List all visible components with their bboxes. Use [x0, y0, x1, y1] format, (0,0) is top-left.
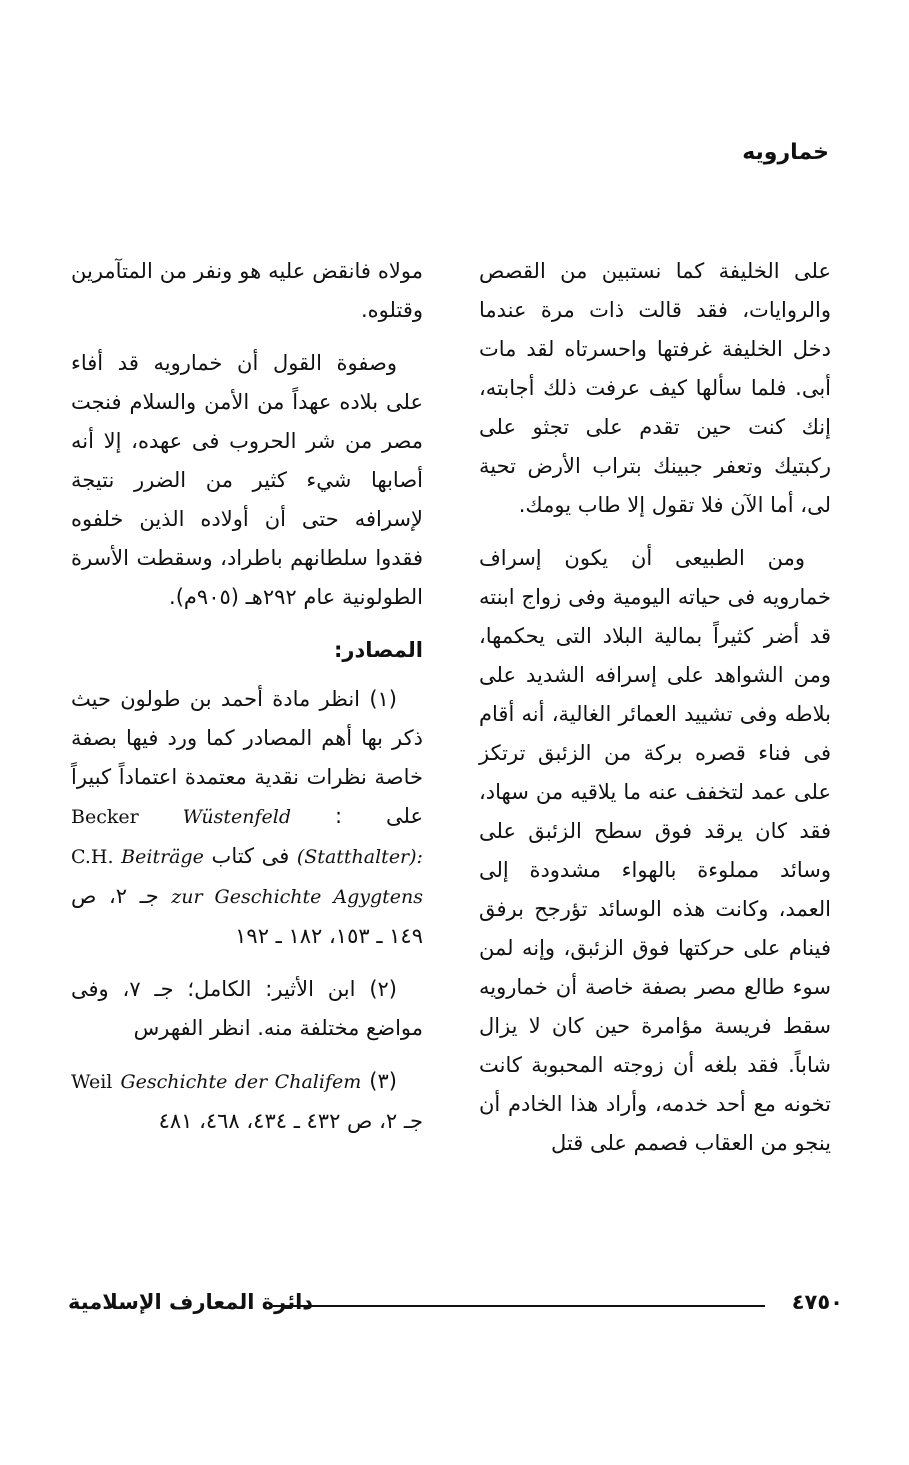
source-text: جـ ٢، ص ٤٣٢ ـ ٤٣٤، ٤٦٨، ٤٨١ — [158, 1109, 423, 1133]
source-entry: (٢) ابن الأثير: الكامل؛ جـ ٧، وفى مواضع مختلفة منه. انظر الفهرس — [71, 977, 423, 1040]
source-author: Becker — [71, 806, 139, 828]
source-entry — [71, 680, 423, 956]
source-author: Weil — [71, 1071, 113, 1093]
source-number: (٣) — [369, 1069, 397, 1093]
source-work: Beiträge zur Geschichte Agygtens — [121, 846, 423, 908]
paragraph: على الخليفة كما نستبين من القصص والروايات، فقد قالت ذات مرة عندما دخل الخليفة غرفتها واحسرتاه لقد مات أبى. فلما سألها كيف عرفت ذلك أجابته، إنك كنت حين تقدم على تجثو على ركبتيك وتعفر جبينك بتراب الأرض تحية لى، أما الآن فلا تقول إلا طاب يومك. — [479, 259, 831, 517]
paragraph: وصفوة القول أن خمارويه قد أفاء على بلاده عهداً من الأمن والسلام فنجت مصر من شر الحروب فى عهده، إلا أنه أصابها شيء كثير من الضرر نتيجة لإسرافه حتى أن أولاده الذين خلفوه فقدوا سلطانهم باطراد، وسقطت الأسرة الطولونية عام ٢٩٢هـ (٩٠٥م). — [71, 351, 423, 609]
source-author: C.H. — [71, 846, 114, 868]
source-text: جـ ٢، ص ١٤٩ ـ ١٥٣، ١٨٢ ـ ١٩٢ — [71, 884, 423, 948]
source-author: Wüstenfeld — [182, 806, 292, 828]
publication-title: دائرة المعارف الإسلامية — [68, 1290, 314, 1314]
source-entry — [71, 1062, 423, 1141]
left-column — [71, 252, 423, 1155]
source-work: (Statthalter): — [296, 846, 423, 868]
paragraph: مولاه فانقض عليه هو ونفر من المتآمرين وقتلوه. — [71, 259, 423, 322]
sources-heading: المصادر: — [333, 638, 423, 662]
paragraph: ومن الطبيعى أن يكون إسراف خمارويه فى حياته اليومية وفى زواج ابنته قد أضر كثيراً بمالية البلاد التى يحكمها، ومن الشواهد على إسرافه الشديد على بلاطه وفى تشييد العمائر الغالية، أنه أقام فى فناء قصره بركة من الزئبق ترتكز على عمد لتخفف عنه ما يلاقيه من سهاد، فقد كان يرقد فوق سطح الزئبق على وسائد مملوءة بالهواء مشدودة إلى العمد، وكانت هذه الوسائد تؤرجح برفق فينام على حركتها فوق الزئبق، وإنه لمن سوء طالع مصر بصفة خاصة أن خمارويه سقط فريسة مؤامرة حين كان لا يزال شاباً. فقد بلغه أن زوجته المحبوبة كانت تخونه مع أحد خدمه، وأراد هذا الخادم أن ينجو من العقاب فصمم على قتل — [479, 546, 831, 1155]
right-column — [479, 252, 831, 1177]
page-number: ٤٧٥٠ — [791, 1290, 843, 1314]
page-footer — [68, 1290, 843, 1330]
source-work: Geschichte der Chalifem — [120, 1071, 362, 1093]
source-text: فى كتاب — [211, 844, 290, 868]
footer-divider — [273, 1305, 765, 1307]
source-text: (١) انظر مادة أحمد بن طولون حيث ذكر بها أهم المصادر كما ورد فيها بصفة خاصة نظرات نقدية معتمدة اعتماداً كبيراً على : — [71, 687, 423, 828]
running-title: خمارويه — [742, 140, 829, 165]
